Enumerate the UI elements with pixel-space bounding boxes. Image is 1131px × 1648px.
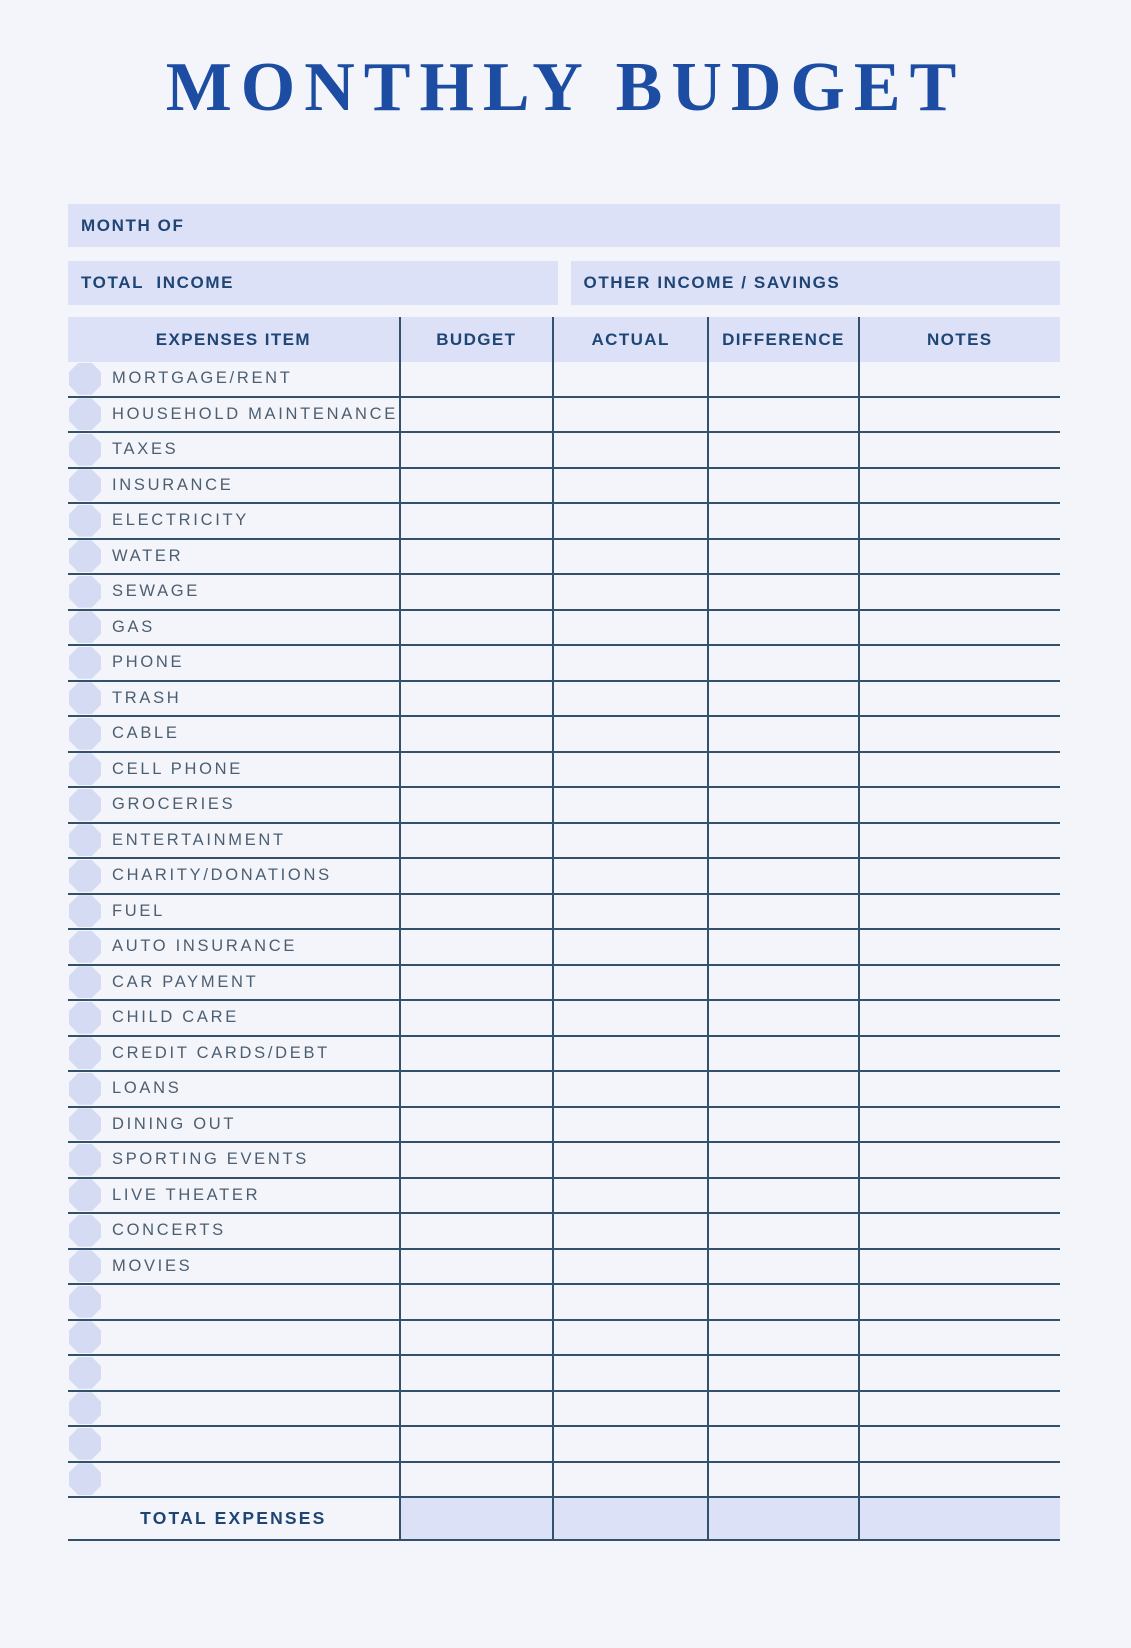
table-row [68,930,1060,966]
table-row [68,1285,1060,1321]
notes-cell[interactable] [860,1214,1060,1248]
other-income-bar [571,261,1061,305]
notes-cell[interactable] [860,1037,1060,1071]
table-row [68,1179,1060,1215]
actual-cell[interactable] [554,1463,709,1497]
expense-item-cell [68,682,401,716]
octagon-bullet-icon [69,824,101,856]
expense-item-label: ENTERTAINMENT [112,830,286,849]
octagon-bullet-icon [69,1073,101,1105]
column-header-actual: ACTUAL [554,317,709,362]
empty-item-cell[interactable] [68,1463,401,1497]
octagon-bullet-icon [69,1428,101,1460]
expense-item-cell [68,1037,401,1071]
budget-cell[interactable] [401,504,554,538]
octagon-bullet-icon [69,682,101,714]
table-row [68,433,1060,469]
expense-item-cell [68,362,401,396]
expense-item-label: TAXES [112,440,179,459]
budget-cell[interactable] [401,1108,554,1142]
budget-cell[interactable] [401,469,554,503]
expense-item-label: CHARITY/DONATIONS [112,866,332,885]
actual-cell[interactable] [554,859,709,893]
page-title: MONTHLY BUDGET [165,49,966,126]
table-row [68,966,1060,1002]
difference-cell[interactable] [709,1143,859,1177]
expense-item-label: GROCERIES [112,795,236,814]
actual-cell[interactable] [554,930,709,964]
expense-item-cell [68,1179,401,1213]
notes-cell[interactable] [860,1072,1060,1106]
table-row [68,824,1060,860]
expense-item-label: LOANS [112,1079,182,1098]
budget-cell[interactable] [401,717,554,751]
difference-cell[interactable] [709,1356,859,1390]
octagon-bullet-icon [69,1286,101,1318]
actual-cell[interactable] [554,824,709,858]
difference-cell[interactable] [709,1250,859,1284]
actual-cell[interactable] [554,1072,709,1106]
expense-item-label: SPORTING EVENTS [112,1150,309,1169]
difference-cell[interactable] [709,859,859,893]
notes-cell[interactable] [860,540,1060,574]
actual-cell[interactable] [554,1214,709,1248]
octagon-bullet-icon [69,1215,101,1247]
difference-cell[interactable] [709,1392,859,1426]
table-row [68,398,1060,434]
table-row [68,682,1060,718]
expense-item-cell [68,575,401,609]
budget-cell[interactable] [401,398,554,432]
total-notes-cell[interactable] [860,1498,1060,1539]
actual-cell[interactable] [554,895,709,929]
expense-item-cell [68,1143,401,1177]
actual-cell[interactable] [554,1392,709,1426]
actual-cell[interactable] [554,1001,709,1035]
notes-cell[interactable] [860,1356,1060,1390]
actual-cell[interactable] [554,966,709,1000]
octagon-bullet-icon [69,540,101,572]
difference-cell[interactable] [709,469,859,503]
table-row [68,575,1060,611]
difference-cell[interactable] [709,362,859,396]
notes-cell[interactable] [860,433,1060,467]
difference-cell[interactable] [709,930,859,964]
difference-cell[interactable] [709,1037,859,1071]
table-row [68,1072,1060,1108]
difference-cell[interactable] [709,504,859,538]
notes-cell[interactable] [860,646,1060,680]
octagon-bullet-icon [69,398,101,430]
table-row [68,1214,1060,1250]
octagon-bullet-icon [69,1002,101,1034]
table-row [68,1250,1060,1286]
budget-page [0,48,1131,1648]
budget-cell[interactable] [401,611,554,645]
notes-cell[interactable] [860,859,1060,893]
total-expenses-label: TOTAL EXPENSES [68,1498,401,1539]
expense-item-label: HOUSEHOLD MAINTENANCE [112,404,398,423]
notes-cell[interactable] [860,1427,1060,1461]
actual-cell[interactable] [554,540,709,574]
difference-cell[interactable] [709,1321,859,1355]
expense-item-cell [68,611,401,645]
budget-cell[interactable] [401,540,554,574]
difference-cell[interactable] [709,1108,859,1142]
expense-item-cell [68,398,401,432]
column-header-budget: BUDGET [401,317,554,362]
difference-cell[interactable] [709,575,859,609]
table-row [68,895,1060,931]
actual-cell[interactable] [554,1108,709,1142]
notes-cell[interactable] [860,682,1060,716]
column-header-expenses-item: EXPENSES ITEM [68,317,401,362]
expense-item-cell [68,469,401,503]
actual-cell[interactable] [554,1285,709,1319]
octagon-bullet-icon [69,576,101,608]
budget-cell[interactable] [401,1250,554,1284]
expense-rows [68,362,1060,1498]
budget-cell[interactable] [401,753,554,787]
page-content [68,204,1060,1541]
expense-item-cell [68,788,401,822]
empty-item-cell[interactable] [68,1427,401,1461]
expense-item-cell [68,824,401,858]
notes-cell[interactable] [860,824,1060,858]
expense-item-cell [68,1250,401,1284]
difference-cell[interactable] [709,1285,859,1319]
expense-item-cell [68,1001,401,1035]
difference-cell[interactable] [709,398,859,432]
notes-cell[interactable] [860,1392,1060,1426]
budget-cell[interactable] [401,930,554,964]
budget-cell[interactable] [401,575,554,609]
expense-item-cell [68,930,401,964]
difference-cell[interactable] [709,824,859,858]
difference-cell[interactable] [709,646,859,680]
actual-cell[interactable] [554,469,709,503]
octagon-bullet-icon [69,789,101,821]
budget-cell[interactable] [401,1463,554,1497]
empty-item-cell[interactable] [68,1392,401,1426]
notes-cell[interactable] [860,1463,1060,1497]
budget-cell[interactable] [401,362,554,396]
table-row [68,1108,1060,1144]
actual-cell[interactable] [554,1037,709,1071]
octagon-bullet-icon [69,860,101,892]
empty-item-cell[interactable] [68,1356,401,1390]
other-income-input[interactable] [840,261,1060,305]
income-row [68,261,1060,305]
budget-cell[interactable] [401,1392,554,1426]
total-expenses-row [68,1498,1060,1541]
empty-item-cell[interactable] [68,1285,401,1319]
difference-cell[interactable] [709,753,859,787]
actual-cell[interactable] [554,682,709,716]
expense-item-label: ELECTRICITY [112,511,249,530]
actual-cell[interactable] [554,1179,709,1213]
notes-cell[interactable] [860,398,1060,432]
total-income-input[interactable] [234,261,557,305]
budget-cell[interactable] [401,1001,554,1035]
table-row [68,859,1060,895]
octagon-bullet-icon [69,1463,101,1495]
octagon-bullet-icon [69,931,101,963]
table-row [68,646,1060,682]
notes-cell[interactable] [860,895,1060,929]
total-difference-cell[interactable] [709,1498,859,1539]
other-income-label: OTHER INCOME / SAVINGS [583,273,841,292]
notes-cell[interactable] [860,1285,1060,1319]
difference-cell[interactable] [709,1214,859,1248]
notes-cell[interactable] [860,788,1060,822]
difference-cell[interactable] [709,433,859,467]
expense-item-label: AUTO INSURANCE [112,937,298,956]
expense-item-label: CONCERTS [112,1221,226,1240]
column-header-notes: NOTES [926,329,993,349]
octagon-bullet-icon [69,1037,101,1069]
octagon-bullet-icon [69,505,101,537]
expense-item-cell [68,895,401,929]
expense-item-cell [68,717,401,751]
expense-item-cell [68,433,401,467]
budget-cell[interactable] [401,682,554,716]
actual-cell[interactable] [554,1250,709,1284]
octagon-bullet-icon [69,753,101,785]
expense-item-label: CELL PHONE [112,759,243,778]
total-income-bar [68,261,558,305]
empty-item-cell[interactable] [68,1321,401,1355]
actual-cell[interactable] [554,646,709,680]
expense-item-cell [68,646,401,680]
table-row [68,469,1060,505]
expense-item-label: MORTGAGE/RENT [112,369,293,388]
notes-cell[interactable] [860,362,1060,396]
difference-cell[interactable] [709,1463,859,1497]
table-row [68,611,1060,647]
table-row [68,1427,1060,1463]
octagon-bullet-icon [69,1179,101,1211]
notes-cell[interactable] [860,1108,1060,1142]
actual-cell[interactable] [554,504,709,538]
table-row [68,540,1060,576]
notes-cell[interactable] [860,1001,1060,1035]
table-row [68,1321,1060,1357]
octagon-bullet-icon [69,1108,101,1140]
notes-cell[interactable] [860,504,1060,538]
actual-cell[interactable] [554,1321,709,1355]
expense-table [68,317,1060,1541]
octagon-bullet-icon [69,434,101,466]
month-of-label: MONTH OF [81,215,185,235]
difference-cell[interactable] [709,1179,859,1213]
expense-item-cell [68,504,401,538]
table-row [68,1001,1060,1037]
actual-cell[interactable] [554,398,709,432]
octagon-bullet-icon [69,718,101,750]
table-row [68,1392,1060,1428]
notes-cell[interactable] [860,1143,1060,1177]
octagon-bullet-icon [69,1144,101,1176]
actual-cell[interactable] [554,362,709,396]
expense-item-label: WATER [112,546,184,565]
expense-item-label: SEWAGE [112,582,201,601]
budget-cell[interactable] [401,1285,554,1319]
budget-cell[interactable] [401,859,554,893]
budget-cell[interactable] [401,788,554,822]
budget-cell[interactable] [401,895,554,929]
expense-item-cell [68,540,401,574]
expense-item-cell [68,753,401,787]
month-of-input[interactable] [184,204,1060,247]
actual-cell[interactable] [554,753,709,787]
total-income-label: TOTAL INCOME [81,273,235,292]
difference-cell[interactable] [709,540,859,574]
expense-item-label: CREDIT CARDS/DEBT [112,1043,330,1062]
octagon-bullet-icon [69,1357,101,1389]
expense-item-label: GAS [112,617,155,636]
notes-cell[interactable] [860,611,1060,645]
budget-cell[interactable] [401,1143,554,1177]
difference-cell[interactable] [709,611,859,645]
table-row [68,1143,1060,1179]
budget-cell[interactable] [401,1179,554,1213]
notes-cell[interactable] [860,1250,1060,1284]
table-header-row [68,317,1060,362]
difference-cell[interactable] [709,1427,859,1461]
budget-cell[interactable] [401,1321,554,1355]
expense-item-label: DINING OUT [112,1114,237,1133]
octagon-bullet-icon [69,611,101,643]
octagon-bullet-icon [69,966,101,998]
expense-item-cell [68,1072,401,1106]
notes-cell[interactable] [860,1179,1060,1213]
octagon-bullet-icon [69,1321,101,1353]
actual-cell[interactable] [554,1427,709,1461]
octagon-bullet-icon [69,1392,101,1424]
actual-cell[interactable] [554,1143,709,1177]
difference-cell[interactable] [709,1001,859,1035]
difference-cell[interactable] [709,1072,859,1106]
budget-cell[interactable] [401,1427,554,1461]
notes-cell[interactable] [860,966,1060,1000]
notes-cell[interactable] [860,930,1060,964]
table-row [68,753,1060,789]
difference-cell[interactable] [709,717,859,751]
table-row [68,1037,1060,1073]
actual-cell[interactable] [554,788,709,822]
actual-cell[interactable] [554,575,709,609]
total-actual-cell[interactable] [554,1498,709,1539]
column-header-difference: DIFFERENCE [709,317,859,362]
table-row [68,1463,1060,1499]
table-row [68,504,1060,540]
expense-item-label: MOVIES [112,1256,193,1275]
notes-cell[interactable] [860,753,1060,787]
expense-item-label: TRASH [112,688,182,707]
expense-item-label: CABLE [112,724,180,743]
expense-item-cell [68,859,401,893]
difference-cell[interactable] [709,895,859,929]
budget-cell[interactable] [401,824,554,858]
expense-item-cell [68,1108,401,1142]
notes-cell[interactable] [860,575,1060,609]
actual-cell[interactable] [554,611,709,645]
budget-cell[interactable] [401,1037,554,1071]
expense-item-cell [68,1214,401,1248]
budget-cell[interactable] [401,966,554,1000]
difference-cell[interactable] [709,682,859,716]
expense-item-label: CAR PAYMENT [112,972,259,991]
actual-cell[interactable] [554,433,709,467]
expense-item-cell [68,966,401,1000]
difference-cell[interactable] [709,966,859,1000]
octagon-bullet-icon [69,895,101,927]
expense-item-label: PHONE [112,653,185,672]
month-of-bar [68,204,1060,247]
notes-cell[interactable] [860,717,1060,751]
budget-cell[interactable] [401,1356,554,1390]
expense-item-label: INSURANCE [112,475,234,494]
table-row [68,717,1060,753]
expense-item-label: FUEL [112,901,165,920]
octagon-bullet-icon [69,1250,101,1282]
octagon-bullet-icon [69,469,101,501]
difference-cell[interactable] [709,788,859,822]
octagon-bullet-icon [69,363,101,395]
expense-item-label: LIVE THEATER [112,1185,261,1204]
budget-cell[interactable] [401,646,554,680]
table-row [68,362,1060,398]
table-row [68,788,1060,824]
actual-cell[interactable] [554,717,709,751]
budget-cell[interactable] [401,433,554,467]
budget-cell[interactable] [401,1072,554,1106]
octagon-bullet-icon [69,647,101,679]
notes-cell[interactable] [860,1321,1060,1355]
budget-cell[interactable] [401,1214,554,1248]
table-row [68,1356,1060,1392]
total-budget-cell[interactable] [401,1498,554,1539]
actual-cell[interactable] [554,1356,709,1390]
expense-item-label: CHILD CARE [112,1008,239,1027]
notes-cell[interactable] [860,469,1060,503]
